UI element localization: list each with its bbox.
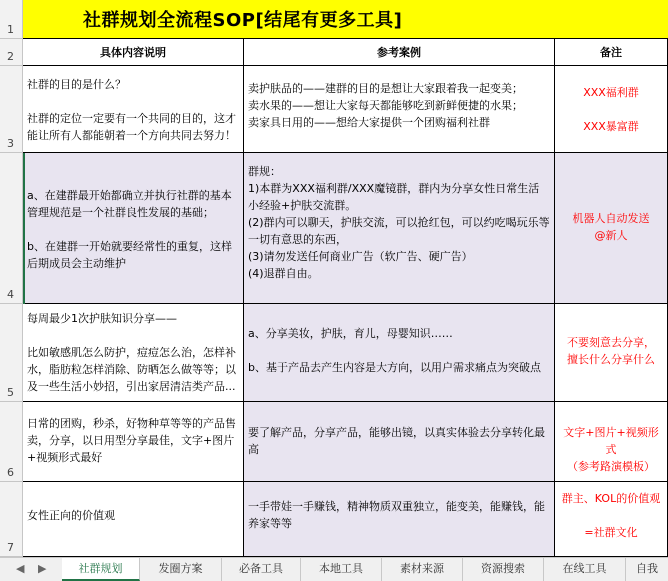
prev-sheet-icon[interactable]: ◀	[16, 562, 25, 575]
row-header-5[interactable]: 5	[0, 304, 23, 402]
next-sheet-icon[interactable]: ▶	[38, 562, 47, 575]
tab-faquan-fangan[interactable]: 发圈方案	[140, 558, 222, 581]
tab-ziyuan-sousuo[interactable]: 资源搜索	[463, 558, 544, 581]
title-cell[interactable]	[23, 0, 668, 39]
row6-description[interactable]: 日常的团购，秒杀，好物种草等等的产品售卖，分享，以日用型分享最佳，文字+图片+视频形式最好	[23, 402, 244, 482]
row-header-4[interactable]: 4	[0, 153, 23, 304]
sheet-title: 社群规划全流程SOP[结尾有更多工具]	[83, 10, 403, 31]
tab-sucai-laiyuan[interactable]: 素材来源	[382, 558, 463, 581]
row6-notes[interactable]: 文字+图片+视频形式 （参考路演模板）	[555, 402, 668, 482]
tab-bibei-gongju[interactable]: 必备工具	[222, 558, 301, 581]
tab-shequn-guihua[interactable]: 社群规划	[62, 558, 140, 581]
row4-notes[interactable]: 机器人自动发送 @新人	[555, 153, 668, 304]
row3-description[interactable]: 社群的目的是什么？ 社群的定位一定要有一个共同的目的，这才能让所有人都能朝着一个方向共同去努力！	[23, 66, 244, 153]
tab-zaixian-gongju[interactable]: 在线工具	[544, 558, 626, 581]
row-header-2[interactable]: 2	[0, 39, 23, 66]
row5-description[interactable]: 每周最少1次护肤知识分享—— 比如敏感肌怎么防护，痘痘怎么治，怎样补水，脂肪粒怎样消除、防晒怎么做等等；以及一些生活小妙招，引出家居清洁类产品...	[23, 304, 244, 402]
row3-example[interactable]: 卖护肤品的——建群的目的是想让大家跟着我一起变美； 卖水果的——想让大家每天都能够吃到新鲜便捷的水果； 卖家具日用的——想给大家提供一个团购福利社群	[244, 66, 555, 153]
row7-description[interactable]: 女性正向的价值观	[23, 482, 244, 557]
row4-description[interactable]: a、在建群最开始都确立并执行社群的基本管理规范是一个社群良性发展的基础； b、在建群一开始就要经常性的重复，这样后期成员会主动维护	[23, 153, 244, 304]
tab-bendi-gongju[interactable]: 本地工具	[301, 558, 382, 581]
row7-notes[interactable]: 群主、KOL的价值观 =社群文化	[555, 482, 668, 557]
row6-example[interactable]: 要了解产品，分享产品，能够出镜，以真实体验去分享转化最高	[244, 402, 555, 482]
row7-example[interactable]: 一手带娃一手赚钱，精神物质双重独立，能变美，能赚钱，能养家等等	[244, 482, 555, 557]
header-notes[interactable]: 备注	[555, 39, 668, 66]
sheet-tab-bar	[0, 557, 668, 581]
row-header-3[interactable]: 3	[0, 66, 23, 153]
row3-notes[interactable]: XXX福利群 XXX暴富群	[555, 66, 668, 153]
header-description[interactable]: 具体内容说明	[23, 39, 244, 66]
row5-notes[interactable]: 不要刻意去分享， 擅长什么分享什么	[555, 304, 668, 402]
row5-example[interactable]: a、分享美妆，护肤，育儿，母婴知识…… b、基于产品去产生内容是大方向，以用户需求痛点为突破点	[244, 304, 555, 402]
tab-ziwo[interactable]: 自我	[636, 562, 658, 575]
row-header-1[interactable]: 1	[0, 0, 23, 39]
header-example[interactable]: 参考案例	[244, 39, 555, 66]
row4-example[interactable]: 群规： 1)本群为XXX福利群/XXX魔镜群，群内为分享女性日常生活小经验+护肤交流群。 (2)群内可以聊天，护肤交流，可以抢红包，可以约吃喝玩乐等一切有意思的东西， (3)请勿发送任何商业广告（软广告、硬广告） (4)退群自由。	[244, 153, 555, 304]
row-header-7[interactable]: 7	[0, 482, 23, 557]
row-header-6[interactable]: 6	[0, 402, 23, 482]
selection-indicator	[23, 153, 25, 304]
